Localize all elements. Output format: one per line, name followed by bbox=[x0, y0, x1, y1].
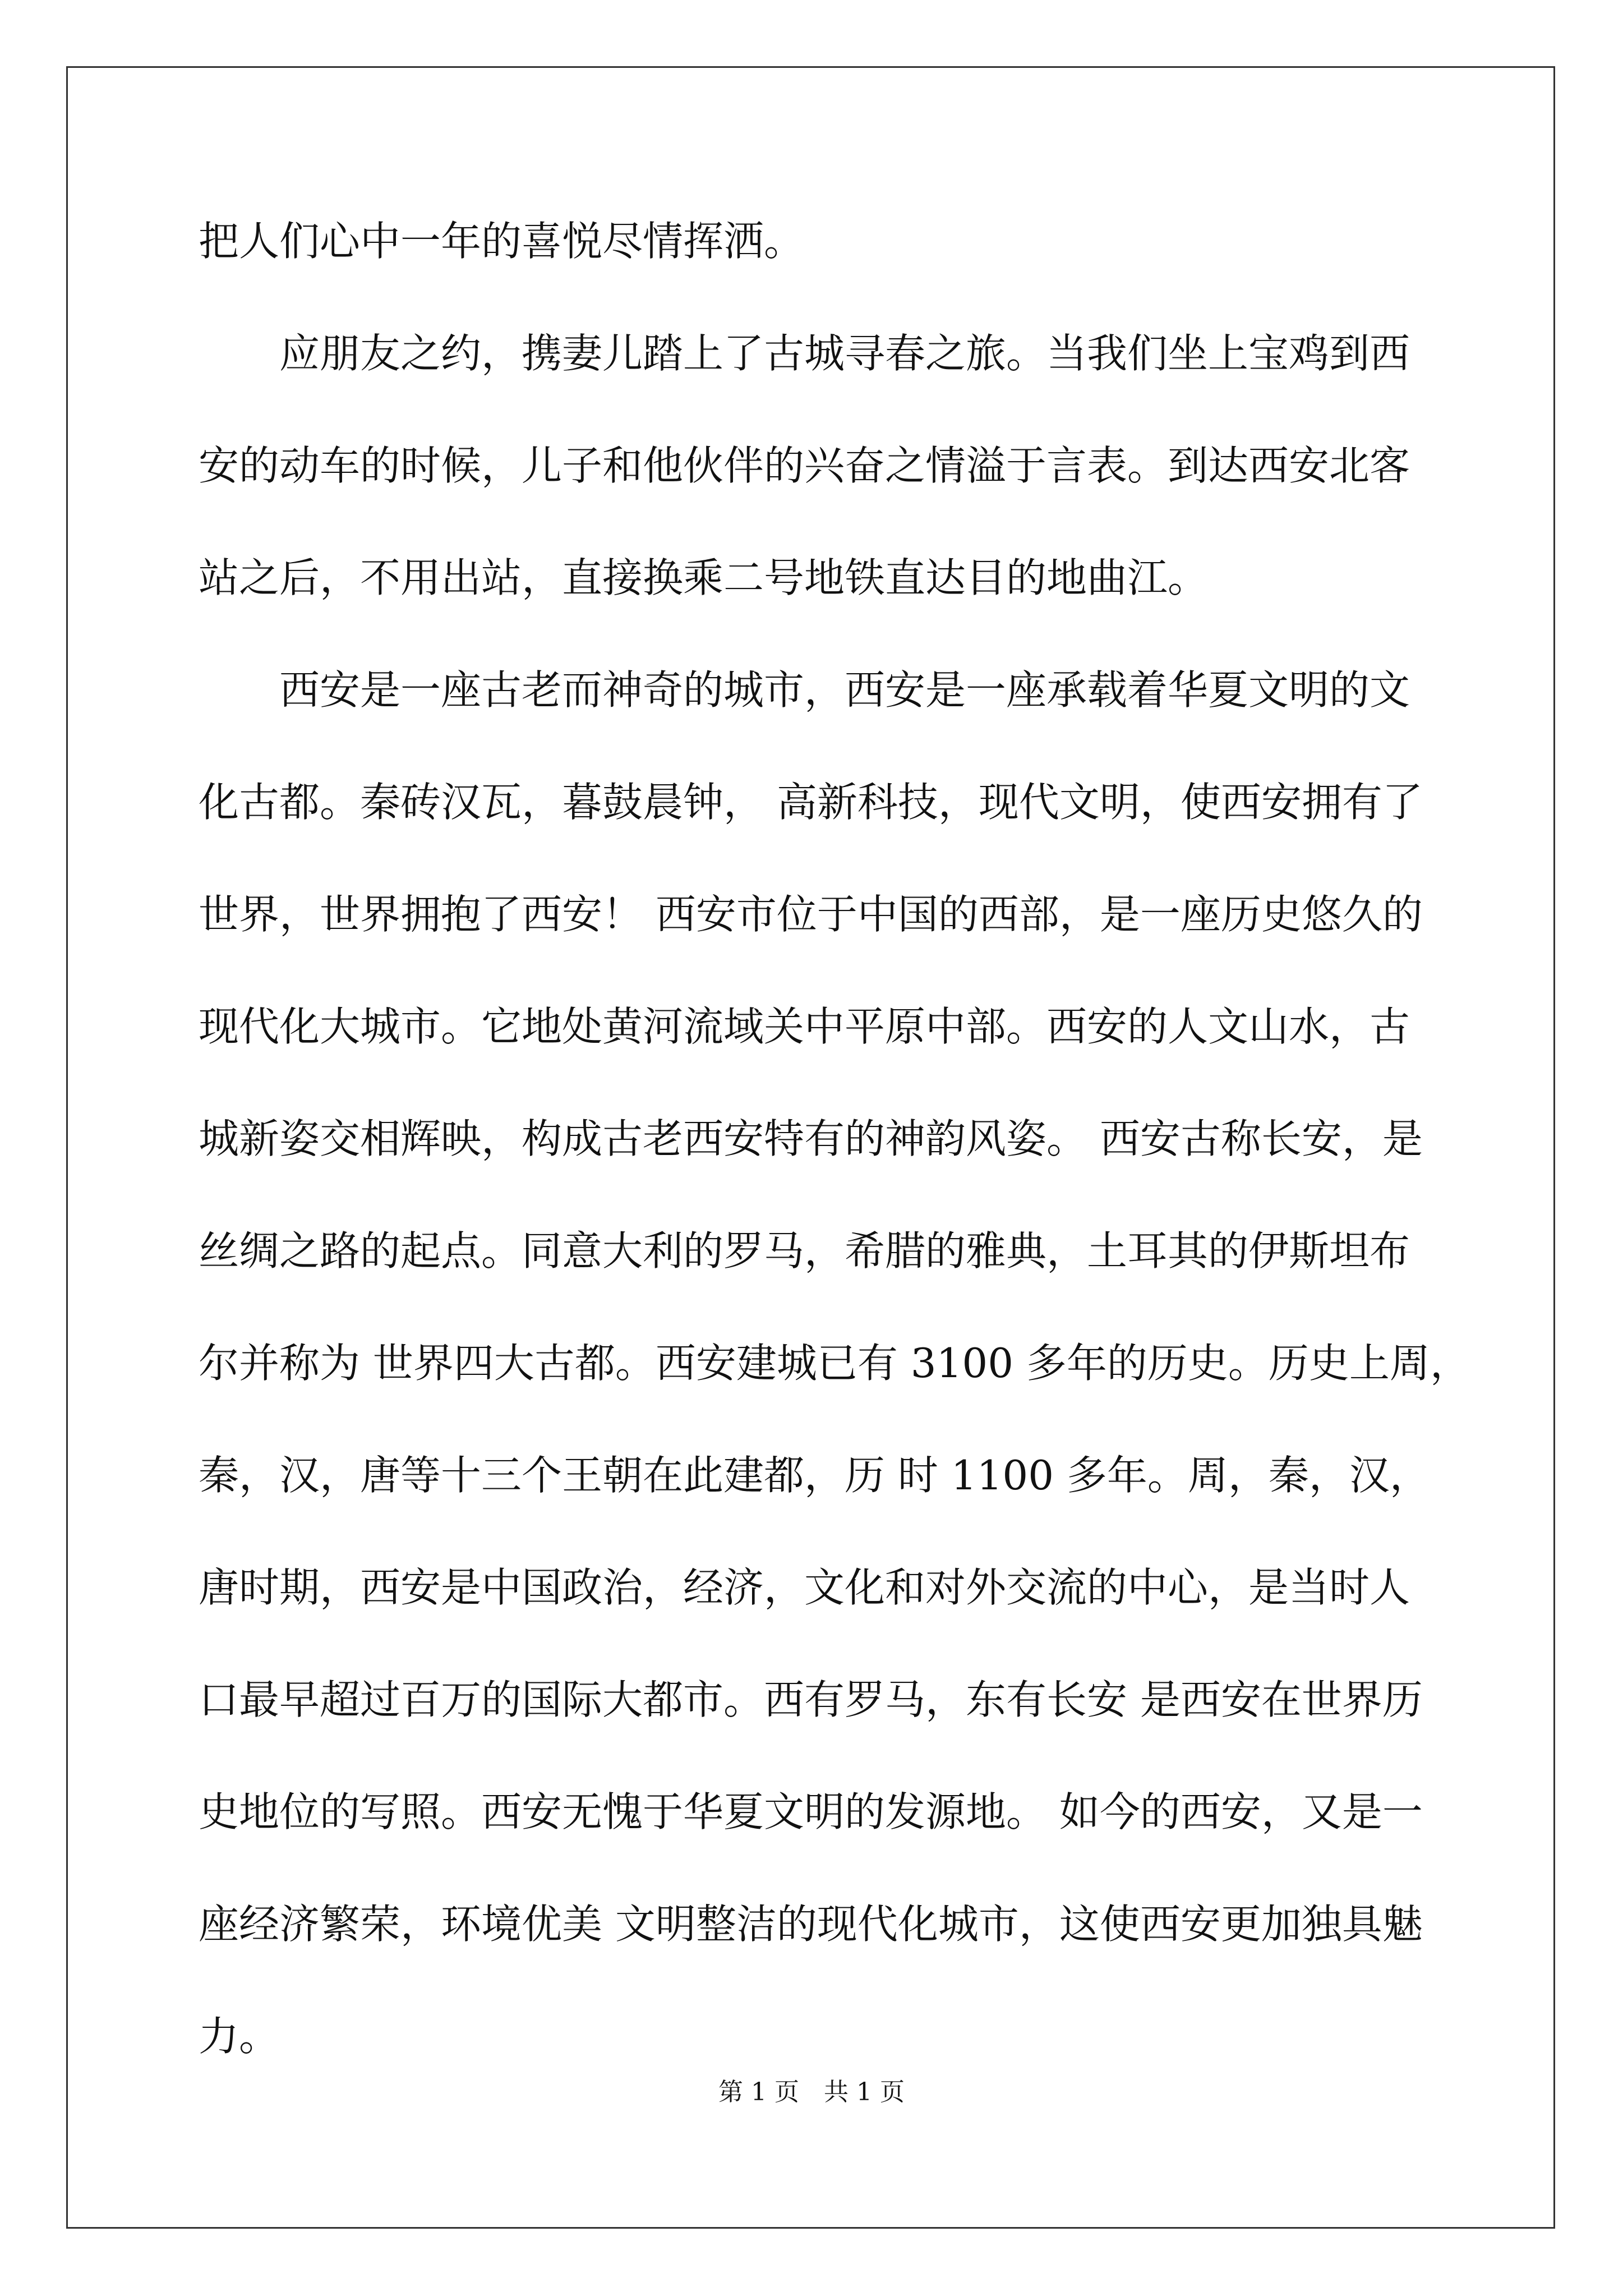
text-line: 站之后，不用出站，直接换乘二号地铁直达目的地曲江。 bbox=[199, 554, 1209, 601]
text-line: 丝绸之路的起点。同意大利的罗马，希腊的雅典，土耳其的伊斯坦布 bbox=[199, 1227, 1410, 1274]
text-line: 西安是一座古老而神奇的城市，西安是一座承载着华夏文明的文 bbox=[199, 666, 1410, 714]
document-body bbox=[199, 202, 1470, 2109]
text-line: 应朋友之约，携妻儿踏上了古城寻春之旅。当我们坐上宝鸡到西 bbox=[199, 330, 1410, 377]
text-line: 把人们心中一年的喜悦尽情挥洒。 bbox=[199, 218, 805, 265]
text-line: 唐时期，西安是中国政治，经济，文化和对外交流的中心，是当时人 bbox=[199, 1564, 1410, 1611]
text-line: 现代化大城市。它地处黄河流域关中平原中部。西安的人文山水，古 bbox=[199, 1003, 1410, 1050]
text-line: 史地位的写照。西安无愧于华夏文明的发源地。 如今的西安，又是一 bbox=[199, 1788, 1423, 1835]
text-line: 化古都。秦砖汉瓦，暮鼓晨钟， 高新科技，现代文明，使西安拥有了 bbox=[199, 779, 1423, 826]
text-line: 世界，世界拥抱了西安！ 西安市位于中国的西部，是一座历史悠久的 bbox=[199, 891, 1423, 938]
page-footer: 第 1 页 共 1 页 bbox=[718, 2078, 905, 2106]
text-line: 口最早超过百万的国际大都市。西有罗马，东有长安 是西安在世界历 bbox=[199, 1676, 1423, 1723]
text-line: 秦，汉，唐等十三个王朝在此建都，历 时 1100 多年。周，秦，汉， bbox=[199, 1452, 1430, 1499]
text-line: 座经济繁荣，环境优美 文明整洁的现代化城市，这使西安更加独具魅 bbox=[199, 1901, 1423, 1948]
text-line: 力。 bbox=[199, 2013, 280, 2060]
text-line: 尔并称为 世界四大古都。西安建城已有 3100 多年的历史。历史上周， bbox=[199, 1340, 1470, 1387]
text-line: 城新姿交相辉映，构成古老西安特有的神韵风姿。 西安古称长安，是 bbox=[199, 1115, 1423, 1162]
text-line: 安的动车的时候，儿子和他伙伴的兴奋之情溢于言表。到达西安北客 bbox=[199, 442, 1410, 489]
